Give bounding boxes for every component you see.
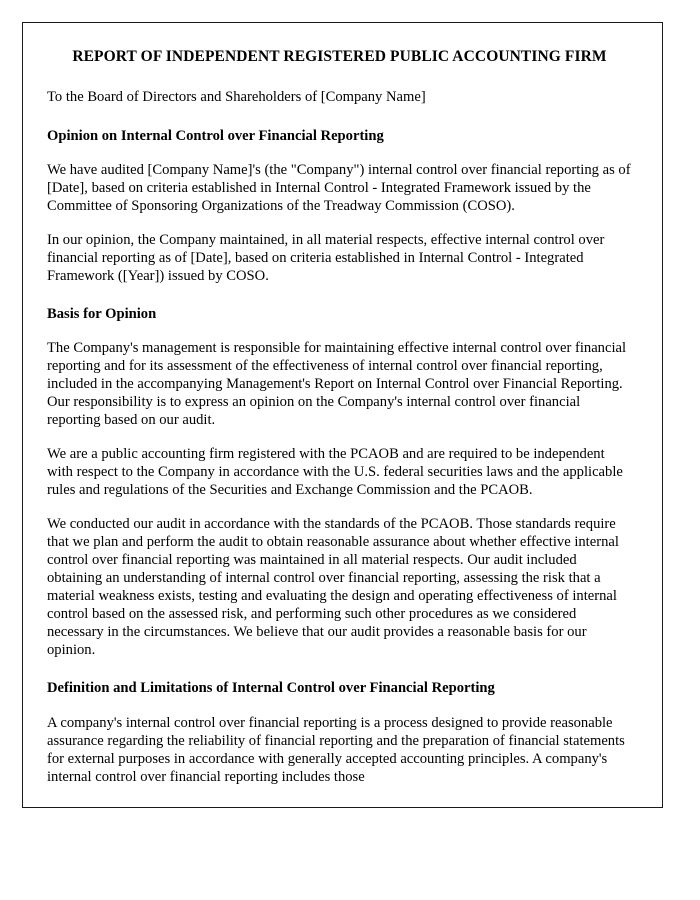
paragraph-management-responsibility: The Company's management is responsible for maintaining effective internal control over financial reporting and for its assessment of the effectiveness of internal control over financial reporting, included in the accompanying Management's Report on Internal Control over Financial Reporting. Our responsibility is to express an opinion on the Company's internal control over financial reporting based on our audit.	[47, 340, 627, 429]
addressee-line: To the Board of Directors and Shareholders of [Company Name]	[47, 89, 426, 106]
section-heading-opinion: Opinion on Internal Control over Financial Reporting	[47, 127, 384, 144]
section-heading-definition-and-limitations: Definition and Limitations of Internal Control over Financial Reporting	[47, 680, 495, 697]
section-heading-basis-for-opinion: Basis for Opinion	[47, 305, 157, 322]
paragraph-opinion-audited: We have audited [Company Name]'s (the "Company") internal control over financial reporting as of [Date], based on criteria established in Internal Control - Integrated Framework issued by the Committee of Sponsoring Organizations of the Treadway Commission (COSO).	[47, 161, 631, 214]
page-content	[23, 23, 662, 786]
paragraph-audit-conduct: We conducted our audit in accordance with the standards of the PCAOB. Those standards require that we plan and perform the audit to obtain reasonable assurance about whether effective internal control over financial reporting was maintained in all material respects. Our audit included obtaining an understanding of internal control over financial reporting, assessing the risk that a material weakness exists, testing and evaluating the design and operating effectiveness of internal control based on the assessed risk, and performing such other procedures as we considered necessary in the circumstances. We believe that our audit provides a reasonable basis for our opinion.	[47, 516, 619, 659]
paragraph-opinion-statement: In our opinion, the Company maintained, in all material respects, effective internal control over financial reporting as of [Date], based on criteria established in Internal Control - Integrated Framework ([Year]) issued by COSO.	[47, 231, 605, 284]
paragraph-independence: We are a public accounting firm registered with the PCAOB and are required to be independent with respect to the Company in accordance with the U.S. federal securities laws and the applicable rules and regulations of the Securities and Exchange Commission and the PCAOB.	[47, 446, 623, 499]
paragraph-definition: A company's internal control over financial reporting is a process designed to provide reasonable assurance regarding the reliability of financial reporting and the preparation of financial statements for external purposes in accordance with generally accepted accounting principles. A company's internal control over financial reporting includes those	[47, 714, 625, 785]
page-title: REPORT OF INDEPENDENT REGISTERED PUBLIC ACCOUNTING FIRM	[72, 48, 607, 65]
document-page	[22, 22, 663, 808]
